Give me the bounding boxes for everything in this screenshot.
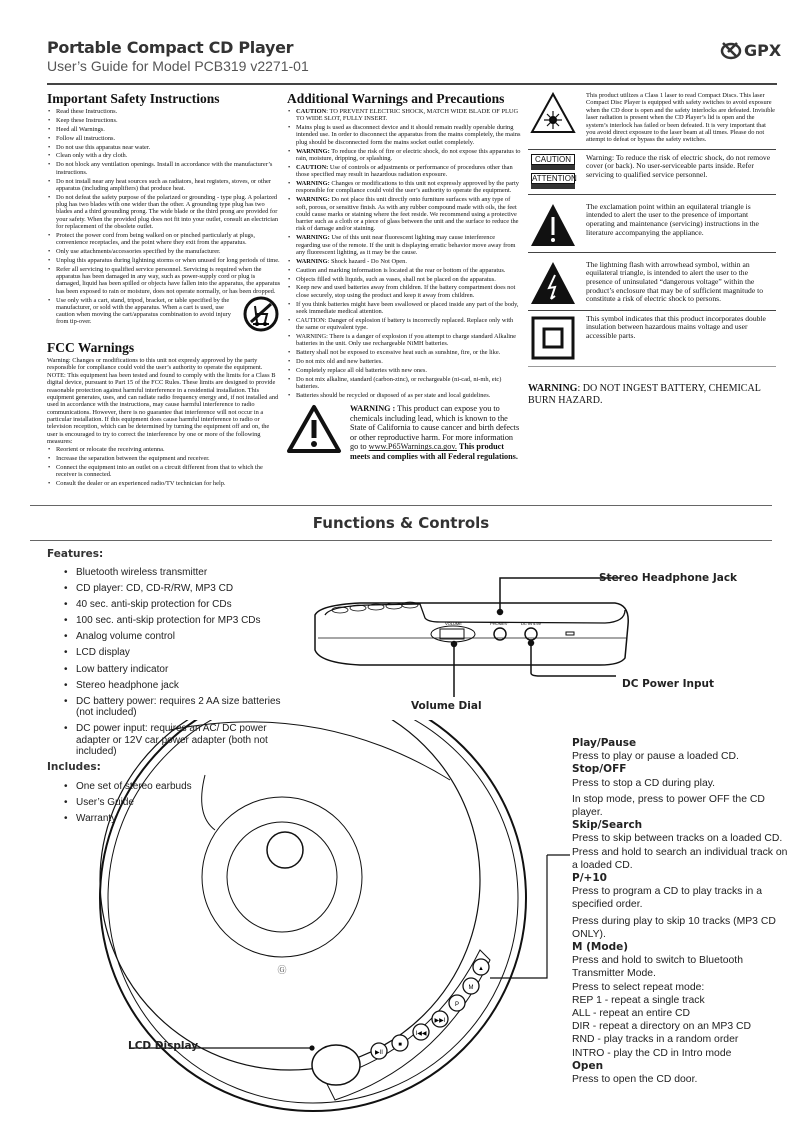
caution-label: CAUTION <box>531 154 575 165</box>
svg-text:P: P <box>454 1002 460 1008</box>
feature-item: • Bluetooth wireless transmitter <box>64 567 294 579</box>
precaution-text: If you think batteries might have been swallowed or placed inside any part of the body, seek immediate medical attention. <box>296 300 519 315</box>
precaution-text: Completely replace all old batteries with new ones. <box>296 367 427 374</box>
fcc-item: • Consult the dealer or an experienced radio/TV technician for help. <box>47 480 281 487</box>
fcc-item: • Reorient or relocate the receiving antenna. <box>47 446 281 453</box>
lcd-display-callout: LCD Display <box>128 1040 199 1052</box>
additional-column <box>287 91 521 461</box>
precaution-text: Objects filled with liquids, such as vases, shall not be placed on the apparatus. <box>296 275 496 283</box>
control-description: Press during play to skip 10 tracks (MP3 CD ONLY). <box>572 915 776 940</box>
safety-item: • Do not block any ventilation openings. Install in accordance with the manufacturer’s instructions. <box>47 161 281 176</box>
feature-item: • 100 sec. anti-skip protection for MP3 CDs <box>64 615 294 627</box>
safety-heading: Important Safety Instructions <box>47 91 220 106</box>
functions-heading: Functions & Controls <box>312 514 490 532</box>
precaution-text: Battery shall not be exposed to excessive heat such as sunshine, fire, or the like. <box>296 349 501 357</box>
precaution-text: Keep new and used batteries away from children. If the battery compartment does not close securely, stop using the product and keep it away from children. <box>296 284 516 299</box>
precaution-item <box>287 317 521 332</box>
control-description: Press to skip between tracks on a loaded CD. Press and hold to search an individual track on a loaded CD. <box>572 833 788 871</box>
feature-item: • CD player: CD, CD-R/RW, MP3 CD <box>64 583 294 595</box>
precaution-item <box>287 392 521 399</box>
safety-item: • Follow all instructions. <box>47 135 281 142</box>
precaution-item <box>287 358 521 365</box>
includes-list <box>64 781 294 829</box>
document-title: Portable Compact CD Player <box>47 38 294 57</box>
safety-list <box>47 108 281 335</box>
laser-notice <box>528 88 776 150</box>
control-name: Open <box>572 1059 604 1072</box>
ingest-label: WARNING <box>528 382 578 394</box>
precaution-item <box>287 196 521 232</box>
exclamation-notice <box>528 195 776 253</box>
lightning-triangle-icon <box>530 261 576 305</box>
fcc-item: • Connect the equipment into an outlet on a circuit different from that to which the receiver is connected. <box>47 464 281 479</box>
prop65-compliance: This product meets and complies with all Federal regulations. <box>350 442 518 461</box>
safety-item: • Use only with a cart, stand, tripod, bracket, or table specified by the manufacturer, or sold with the apparatus. When a cart is used, use caution when moving the cart/apparatus combination to avoid injury from tip-over. <box>47 297 281 335</box>
functions-divider <box>30 540 772 541</box>
safety-item: • Read these Instructions. <box>47 108 281 115</box>
control-name: Play/Pause <box>572 737 637 749</box>
caution-notice <box>528 150 776 195</box>
symbols-column <box>528 88 776 407</box>
header-divider <box>47 83 777 85</box>
double-insulation-notice <box>528 311 776 367</box>
exclamation-text: The exclamation point within an equilateral triangle is intended to alert the user to the presence of important operating and maintenance (servicing) instructions in the literature accompanying the appliance. <box>586 201 759 237</box>
control-description: RND - play tracks in a random order <box>572 1034 739 1046</box>
precaution-item <box>287 164 521 179</box>
lightning-text: The lightning flash with arrowhead symbol, within an equilateral triangle, is intended to alert the user to the presence of uninsulated “dangerous voltage” within the product’s enclosure that may be of sufficient magnitude to constitute a risk of electric shock to persons. <box>586 259 763 304</box>
laser-warning-icon <box>530 92 576 134</box>
svg-text:M: M <box>468 985 474 991</box>
precaution-text: Do not mix alkaline, standard (carbon-zinc), or rechargeable (ni-cad, ni-mh, etc) batteries. <box>296 375 502 391</box>
include-item: • Warranty <box>64 813 294 825</box>
safety-item: • Do not use this apparatus near water. <box>47 144 281 151</box>
exclamation-triangle-icon <box>530 203 576 247</box>
gpx-logo <box>720 40 781 60</box>
control-description: Press and hold to switch to Bluetooth Transmitter Mode. <box>572 955 743 980</box>
fcc-item: • Increase the separation between the equipment and receiver. <box>47 455 281 462</box>
control-description: INTRO - play the CD in Intro mode <box>572 1047 732 1059</box>
feature-item: • Stereo headphone jack <box>64 680 294 692</box>
lightning-notice <box>528 253 776 311</box>
section-divider <box>30 505 772 506</box>
control-description: Press to play or pause a loaded CD. <box>572 751 739 763</box>
precaution-text: : TO PREVENT ELECTRIC SHOCK, MATCH WIDE BLADE OF PLUG TO WIDE SLOT, FULLY INSERT. <box>296 108 519 123</box>
precaution-label: WARNING <box>296 257 328 265</box>
include-item: • One set of stereo earbuds <box>64 781 294 793</box>
precaution-text: Changes or modifications to this unit not expressly approved by the party responsible for compliance could void the user’s authority to operate the equipment. <box>296 180 519 195</box>
attention-label: ATTENTION <box>532 173 577 183</box>
feature-item: • 40 sec. anti-skip protection for CDs <box>64 599 294 611</box>
precaution-text: Batteries should be recycled or disposed of as per state and local guidelines. <box>296 392 491 400</box>
features-list <box>64 567 294 762</box>
control-description: Press to open the CD door. <box>572 1074 698 1086</box>
feature-item: • Analog volume control <box>64 631 294 643</box>
control-description: In stop mode, press to power OFF the CD player. <box>572 793 765 819</box>
control-description: Press to select repeat mode: <box>572 981 705 993</box>
control-name: P/+10 <box>572 872 607 885</box>
phones-port-label: PHONES <box>490 621 507 626</box>
p65-link[interactable]: www.P65Warnings.ca.gov. <box>368 442 457 452</box>
precaution-item <box>287 234 521 256</box>
precaution-label: WARNING: <box>296 234 330 242</box>
precaution-item <box>287 258 521 265</box>
additional-list <box>287 108 521 399</box>
control-description: DIR - repeat a directory on an MP3 CD <box>572 1021 752 1033</box>
document-subtitle: User’s Guide for Model PCB319 v2271-01 <box>47 58 309 74</box>
svg-text:■: ■ <box>398 1042 402 1048</box>
precaution-item <box>287 301 521 316</box>
fcc-paragraph-2: NOTE: This equipment has been tested and found to comply with the limits for a Class B digital device, pursuant to Part 15 of the FCC Rules. These limits are designed to provide reasonable protection against harmful interference in a residential installation. This equipment generates, uses, and can radiate radio frequency energy and, if not installed and used in accordance with the instructions, may cause harmful interference to radio communications. However, there is no guarantee that interference will not occur in a particular installation. If this equipment does cause harmful interference to radio or television reception, which can be determined by turning the equipment off and on, the user is encouraged to try to correct the interference by one or more of the following measures: <box>47 372 279 445</box>
feature-item: • Low battery indicator <box>64 664 294 676</box>
double-insulation-text: This symbol indicates that this product incorporates double insulation between hazardous mains voltage and user accessible parts. <box>586 313 766 341</box>
warning-triangle-icon <box>287 404 342 454</box>
includes-heading: Includes: <box>47 761 101 773</box>
precaution-text: Use of controls or adjustments or performance of procedures other than those specified may result in hazardous radiation exposure. <box>296 163 513 179</box>
safety-item: • Do not install near any heat sources such as radiators, heat registers, stoves, or other apparatus (including amplifiers) that produce heat. <box>47 178 281 193</box>
control-name: Skip/Search <box>572 819 643 832</box>
safety-column <box>47 91 281 489</box>
safety-item: • Heed all Warnings. <box>47 126 281 133</box>
control-description: Press to stop a CD during play. <box>572 777 716 789</box>
ingest-text: : DO NOT INGEST BATTERY, CHEMICAL BURN HAZARD. <box>528 382 761 406</box>
gpx-logo-icon <box>720 40 742 60</box>
controls-descriptions <box>572 737 792 1086</box>
laser-text: This product utilizes a Class 1 laser to read Compact Discs. This laser Compact Disc Player is equipped with safety switches to avoid exposure when the CD door is open and the safety interlocks are defeated. Invisible laser radiation is present when the CD Player’s lid is open and the system’s interlock has failed or been defeated. It is very important that you avoid direct exposure to the laser beam at all times. Please do not attempt to defeat or bypass the safety switches. <box>586 92 775 144</box>
precaution-item <box>287 124 521 146</box>
control-name: M (Mode) <box>572 941 629 954</box>
precaution-item <box>287 276 521 283</box>
attention-label-bar <box>531 184 575 189</box>
safety-item: • Keep these Instructions. <box>47 117 281 124</box>
features-heading: Features: <box>47 548 104 560</box>
precaution-text: CAUTION: Danger of explosion if battery is incorrectly replaced. Replace only with the same or equivalent type. <box>296 316 514 332</box>
safety-item: • Do not defeat the safety purpose of the polarized or grounding - type plug. A polarized plug has two blades with one wider than the other. A grounding type plug has two blades and a third grounding prong. The wide blade or the third prong are provided for your safety. When the provided plug does not fit into your outlet, consult an electrician for replacement of the obsolete outlet. <box>47 194 281 230</box>
include-item: • User’s Guide <box>64 797 294 809</box>
fcc-paragraph-1: Warning: Changes or modifications to this unit not expresly approved by the party responsible for compliance could void the user’s authority to operate the equipment. <box>47 356 263 371</box>
precaution-item <box>287 284 521 299</box>
precaution-item <box>287 333 521 348</box>
svg-text:I◀◀: I◀◀ <box>415 1031 427 1037</box>
feature-item: • DC battery power: requires 2 AA size batteries (not included) <box>64 696 294 719</box>
safety-item: • Protect the power cord from being walked on or pinched particularly at plugs, convenience receptacles, and the point where they exit from the apparatus. <box>47 232 281 247</box>
dc-port-label: DC IN 4.5V <box>521 621 542 626</box>
prop65-warning <box>287 404 521 461</box>
side-view-diagram <box>300 570 800 730</box>
safety-item: • Refer all servicing to qualified service personnel. Servicing is required when the apparatus has been damaged in any way, such as power-supply cord or plug is damaged, liquid has been spilled or objects have fallen into the apparatus, the apparatus has been exposed to rain or moisture, does not operate normally, or has been dropped. <box>47 266 281 295</box>
precaution-item <box>287 367 521 374</box>
double-insulation-icon <box>530 315 576 361</box>
precaution-text: : Shock hazard - Do Not Open. <box>327 257 407 265</box>
feature-item: • DC power input: requires an AC/ DC power adapter or 12V car power adapter (both not included) <box>64 723 294 758</box>
headphone-jack-callout: Stereo Headphone Jack <box>599 572 738 584</box>
svg-text:Ⓖ: Ⓖ <box>277 965 287 975</box>
safety-item: • Clean only with a dry cloth. <box>47 152 281 159</box>
precaution-text: Use of this unit near fluorescent lighting may cause interference regarding use of the remote. If the unit is displaying erratic behavior move away from any fluorescent lighting, as it may be the cause. <box>296 234 516 256</box>
precaution-text: Caution and marking information is located at the rear or bottom of the apparatus. <box>296 266 506 274</box>
precaution-item <box>287 376 521 391</box>
precaution-label: CAUTION <box>296 108 327 115</box>
control-description: REP 1 - repeat a single track <box>572 994 705 1006</box>
precaution-item <box>287 349 521 356</box>
precaution-item <box>287 108 521 123</box>
precaution-item <box>287 148 521 163</box>
volume-port-label: VOLUME <box>445 621 462 626</box>
precaution-text: Mains plug is used as disconnect device and it should remain readily operable during intended use. In order to disconnect the apparatus from the mains completely, the mains plug should be disconnected form the mains socket outlet completely. <box>296 124 521 146</box>
dc-power-callout: DC Power Input <box>622 678 715 690</box>
additional-heading: Additional Warnings and Precautions <box>287 91 505 106</box>
safety-item: • Unplug this apparatus during lightning storms or when unused for long periods of time. <box>47 257 281 264</box>
gpx-logo-text: GPX <box>744 40 782 60</box>
precaution-item <box>287 180 521 195</box>
control-name: Stop/OFF <box>572 763 627 776</box>
precaution-text: Do not mix old and new batteries. <box>296 358 383 366</box>
prop65-text: This product can expose you to chemicals including lead, which is known to the State of California to cause cancer and birth defects or other reproductive harm. For more information go to <box>350 404 520 452</box>
fcc-heading: FCC Warnings <box>47 339 135 355</box>
precaution-text: Do not place this unit directly onto furniture surfaces with any type of soft, porous, or sensitive finish. As with any rubber compound made with oils, the feet could cause marks or staining where the feet reside. We recommend using a protective barrier such as a cloth or a piece of glass between the unit and the surface to reduce the risk of damage and/or staining. <box>296 196 519 233</box>
precaution-label: WARNING: <box>296 180 330 188</box>
volume-dial-callout: Volume Dial <box>411 700 482 712</box>
fcc-list <box>47 446 281 487</box>
svg-text:▶▶I: ▶▶I <box>434 1018 446 1024</box>
control-description: Press to program a CD to play tracks in a specified order. <box>572 886 762 911</box>
svg-text:▶II: ▶II <box>375 1050 383 1056</box>
caution-text: Warning: To reduce the risk of electric shock, do not remove cover (or back). No user-serviceable parts inside. Refer servicing to qualified service personnel. <box>586 152 771 180</box>
precaution-label: WARNING: <box>296 147 330 155</box>
precaution-label: WARNING: <box>296 196 330 204</box>
precaution-item <box>287 267 521 274</box>
battery-ingest-warning <box>528 383 776 407</box>
safety-item: • Only use attachments/accessories specified by the manufacturer. <box>47 248 281 255</box>
precaution-label: CAUTION: <box>296 163 329 171</box>
feature-item: • LCD display <box>64 647 294 659</box>
caution-label-bar <box>531 165 575 170</box>
precaution-text: WARNING: There is a danger of explosion if you attempt to charge standard Alkaline batteries in the unit. Only use rechargeable NiMH batteries. <box>296 333 517 348</box>
svg-text:▲: ▲ <box>478 966 484 972</box>
prop65-label: WARNING : <box>350 404 396 414</box>
control-description: ALL - repeat an entire CD <box>572 1008 691 1020</box>
precaution-text: To reduce the risk of fire or electric shock, do not expose this apparatus to rain, moisture, dripping, or splashing. <box>296 147 521 162</box>
